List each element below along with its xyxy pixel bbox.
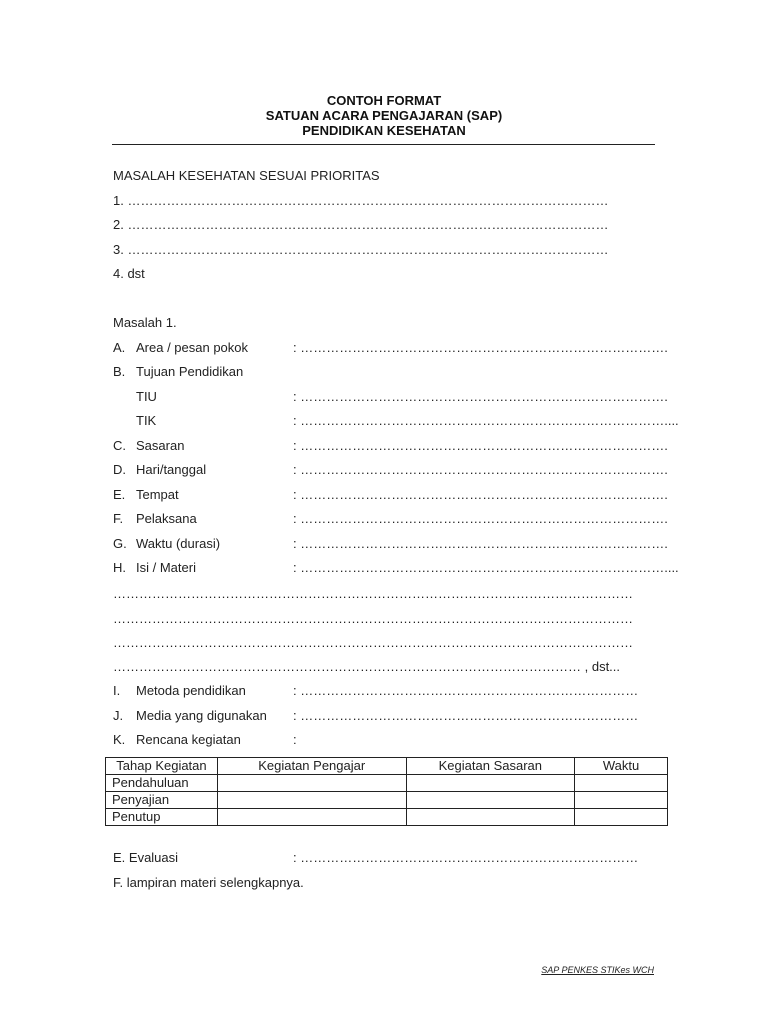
row-label: Tujuan Pendidikan xyxy=(136,364,244,379)
row-value: : …………………………………………………………………………. xyxy=(293,340,668,355)
row-label: E. Evaluasi xyxy=(113,850,179,865)
column-header: Kegiatan Sasaran xyxy=(406,758,575,775)
row-label: TIK xyxy=(136,413,157,428)
row-letter: B. xyxy=(113,364,126,379)
row-label: Metoda pendidikan xyxy=(136,683,246,698)
masalah-item-3: 3. ………………………………………………………………………………………………… xyxy=(113,242,609,257)
row-value: : …………………………………………………………………………. xyxy=(293,511,668,526)
row-value: : …………………………………………………………………………. xyxy=(293,389,668,404)
masalah-heading: MASALAH KESEHATAN SESUAI PRIORITAS xyxy=(113,168,380,183)
document-header xyxy=(0,93,768,138)
table-cell: Penutup xyxy=(106,809,218,826)
row-value: : ………………………………………………………………………….... xyxy=(293,413,679,428)
row-letter: J. xyxy=(113,708,124,723)
row-label: Isi / Materi xyxy=(136,560,196,575)
masalah-item-4: 4. dst xyxy=(113,266,145,281)
row-letter: F. xyxy=(113,511,124,526)
table-row xyxy=(106,792,668,809)
row-letter: G. xyxy=(113,536,127,551)
table-cell xyxy=(575,775,668,792)
table-cell xyxy=(575,809,668,826)
table-cell xyxy=(217,792,406,809)
materi-continuation-line-2: ………………………………………………………………………………………………………… xyxy=(113,611,633,626)
table-cell xyxy=(406,809,575,826)
table-cell xyxy=(406,792,575,809)
materi-continuation-line-1: ………………………………………………………………………………………………………… xyxy=(113,586,633,601)
row-label: Sasaran xyxy=(136,438,185,453)
row-label: Rencana kegiatan xyxy=(136,732,241,747)
row-letter: I. xyxy=(113,683,121,698)
row-value: : …………………………………………………………………… xyxy=(293,708,639,723)
footer-label: SAP PENKES STIKes WCH xyxy=(541,965,654,975)
row-letter: A. xyxy=(113,340,126,355)
row-label: Tempat xyxy=(136,487,179,502)
row-letter: E. xyxy=(113,487,126,502)
row-value: : ………………………………………………………………………….... xyxy=(293,560,679,575)
row-letter: D. xyxy=(113,462,126,477)
table-cell: Pendahuluan xyxy=(106,775,218,792)
header-title-3: PENDIDIKAN KESEHATAN xyxy=(302,123,466,138)
table-cell xyxy=(406,775,575,792)
header-divider xyxy=(112,144,655,145)
row-label: Media yang digunakan xyxy=(136,708,267,723)
column-header: Tahap Kegiatan xyxy=(106,758,218,775)
masalah-item-1: 1. ………………………………………………………………………………………………… xyxy=(113,193,609,208)
row-label: Hari/tanggal xyxy=(136,462,207,477)
kegiatan-table xyxy=(105,757,668,826)
table-row xyxy=(106,775,668,792)
table-cell xyxy=(217,809,406,826)
row-value: : …………………………………………………………………… xyxy=(293,683,639,698)
table-cell: Penyajian xyxy=(106,792,218,809)
row-value: : …………………………………………………………………………. xyxy=(293,487,668,502)
row-label: Waktu (durasi) xyxy=(136,536,221,551)
row-value: : xyxy=(293,732,297,747)
lampiran-line: F. lampiran materi selengkapnya. xyxy=(113,875,304,890)
row-value: : …………………………………………………………………………. xyxy=(293,536,668,551)
materi-continuation-line-4: ……………………………………………………………………………………………… , dst... xyxy=(113,659,621,674)
masalah-item-2: 2. ………………………………………………………………………………………………… xyxy=(113,217,609,232)
row-letter: K. xyxy=(113,732,126,747)
row-label: Area / pesan pokok xyxy=(136,340,249,355)
column-header: Kegiatan Pengajar xyxy=(217,758,406,775)
column-header: Waktu xyxy=(575,758,668,775)
row-letter: H. xyxy=(113,560,126,575)
row-label: TIU xyxy=(136,389,157,404)
row-value: : …………………………………………………………………………. xyxy=(293,438,668,453)
table-cell xyxy=(575,792,668,809)
header-title-2: SATUAN ACARA PENGAJARAN (SAP) xyxy=(265,108,503,123)
materi-continuation-line-3: ………………………………………………………………………………………………………… xyxy=(113,635,633,650)
table-cell xyxy=(217,775,406,792)
table-row xyxy=(106,809,668,826)
masalah1-heading: Masalah 1. xyxy=(113,315,177,330)
header-title-1: CONTOH FORMAT xyxy=(326,93,442,108)
row-value: : …………………………………………………………………… xyxy=(293,850,639,865)
table-header-row xyxy=(106,758,668,775)
row-label: Pelaksana xyxy=(136,511,197,526)
row-letter: C. xyxy=(113,438,126,453)
row-value: : …………………………………………………………………………. xyxy=(293,462,668,477)
